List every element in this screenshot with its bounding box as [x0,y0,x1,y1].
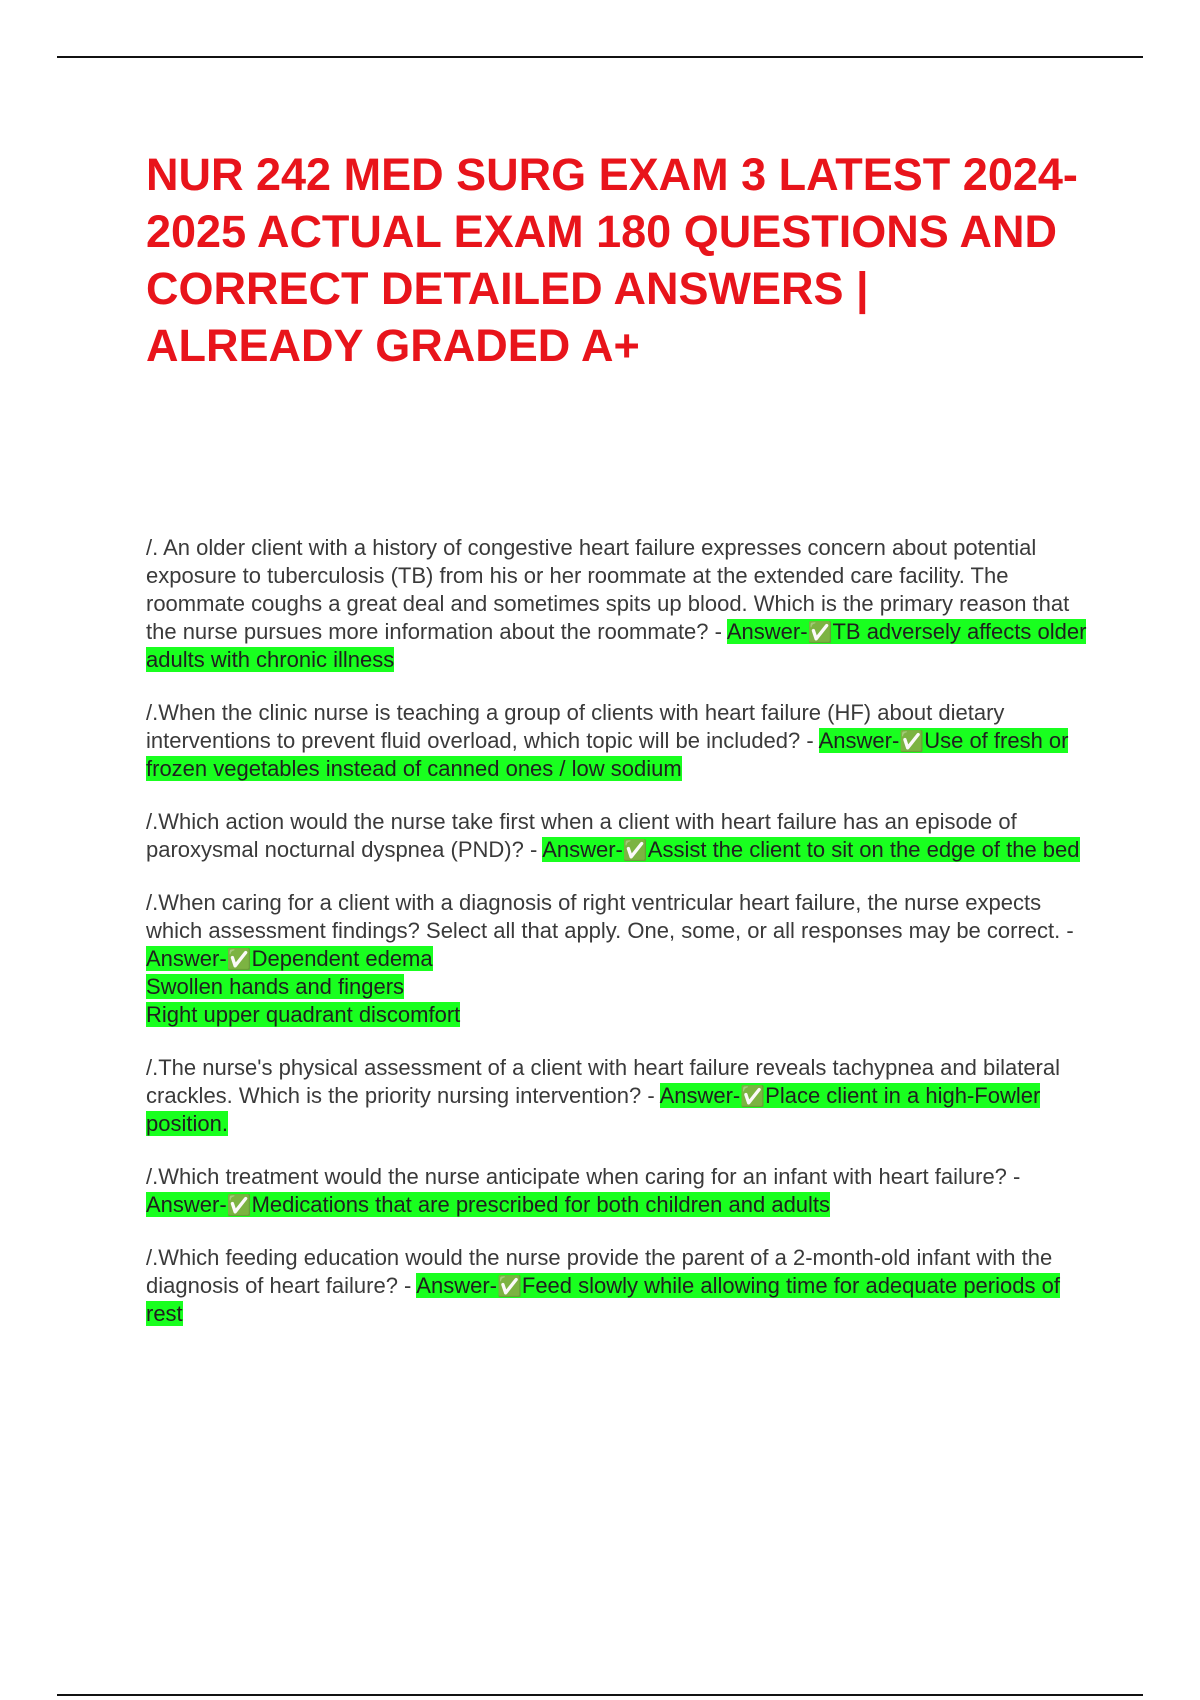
answer-text: Swollen hands and fingers [146,974,405,999]
answer-highlight [542,837,1079,862]
answer-text: Assist the client to sit on the edge of the bed [647,837,1080,862]
document-title: NUR 242 MED SURG EXAM 3 LATEST 2024-2025 ACTUAL EXAM 180 QUESTIONS AND CORRECT DETAILED ANSWERS | ALREADY GRADED A+ [146,149,1078,371]
answer-prefix: Answer- [659,1083,741,1108]
answer-prefix: Answer- [818,728,900,753]
answer-prefix: Answer- [542,837,623,862]
check-icon: ✅ [807,620,833,644]
answer-text: TB adversely affects older adults with chronic illness [146,619,1087,672]
answer-highlight [146,1192,830,1217]
answer-text: Medications that are prescribed for both children and adults [251,1192,831,1217]
question-text: /.When caring for a client with a diagnosis of right ventricular heart failure, the nurse expects which assessment findings? Select all that apply. One, some, or all responses may be correct. - [146,890,1074,943]
question-item [146,1244,1091,1328]
answer-text: Feed slowly while allowing time for adequate periods of rest [146,1273,1060,1326]
answer-prefix: Answer- [726,619,808,644]
answer-prefix: Answer- [416,1273,497,1298]
top-rule [57,56,1143,58]
question-text: /. An older client with a history of congestive heart failure expresses concern about potential exposure to tuberculosis (TB) from his or her roommate at the extended care facility. The roommate coughs a great deal and sometimes spits up blood. Which is the primary reason that the nurse pursues more information about the roommate? - [146,535,1070,644]
check-icon: ✅ [226,1193,252,1217]
answer-prefix: Answer- [146,1192,227,1217]
question-item [146,534,1091,674]
question-item [146,808,1091,864]
question-text: /.Which feeding education would the nurse provide the parent of a 2-month-old infant with the diagnosis of heart failure? - [146,1245,1053,1298]
answer-highlight-extra [146,1002,460,1027]
question-text: /.Which action would the nurse take first when a client with heart failure has an episode of paroxysmal nocturnal dyspnea (PND)? - [146,809,1017,862]
answer-text: Right upper quadrant discomfort [146,1002,461,1027]
check-icon: ✅ [899,729,925,753]
question-text: /.The nurse's physical assessment of a client with heart failure reveals tachypnea and bilateral crackles. Which is the priority nursing intervention? - [146,1055,1061,1108]
answer-text: Dependent edema [251,946,433,971]
check-icon: ✅ [740,1084,766,1108]
answer-highlight-extra [146,974,404,999]
answer-highlight [146,946,433,971]
bottom-rule [57,1694,1143,1696]
answer-text: Place client in a high-Fowler position. [146,1083,1041,1136]
question-item [146,1054,1091,1138]
answer-text: Use of fresh or frozen vegetables instead of canned ones / low sodium [146,728,1069,781]
question-text: /.Which treatment would the nurse anticipate when caring for an infant with heart failure? - [146,1164,1021,1189]
answer-prefix: Answer- [146,946,227,971]
question-item [146,699,1091,783]
check-icon: ✅ [226,947,252,971]
question-list [146,534,1091,1353]
check-icon: ✅ [622,838,648,862]
question-text: /.When the clinic nurse is teaching a group of clients with heart failure (HF) about dietary interventions to prevent fluid overload, which topic will be included? - [146,700,1005,753]
question-item [146,889,1091,1029]
question-item [146,1163,1091,1219]
check-icon: ✅ [496,1274,522,1298]
